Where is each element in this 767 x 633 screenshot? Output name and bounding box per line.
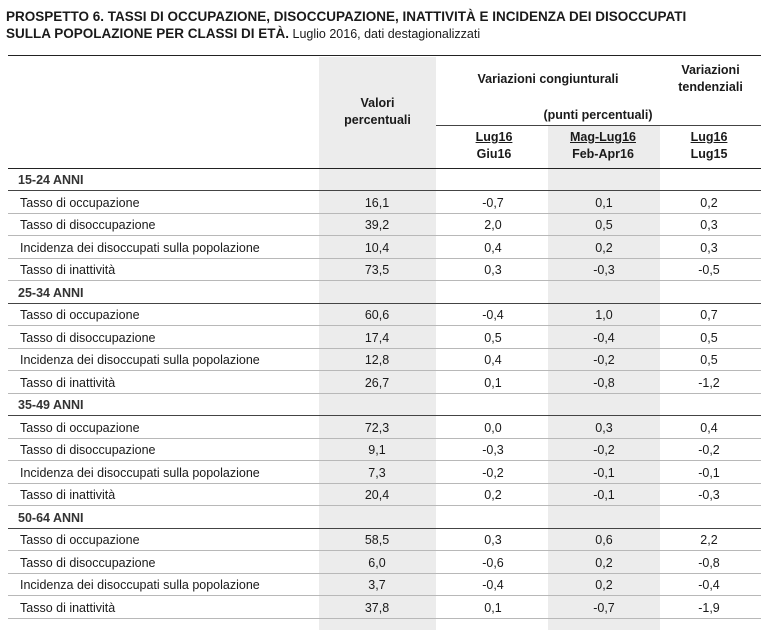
table-row [8, 552, 761, 574]
header-c2-top: Mag-Lug16 [570, 130, 636, 144]
cell-valori: 37,8 [364, 600, 390, 615]
cell-valori: 16,1 [364, 195, 390, 210]
row-label: Incidenza dei disoccupati sulla popolazione [20, 240, 260, 255]
cell-c1: -0,4 [482, 578, 504, 592]
header-col-lug16-giu16 [458, 129, 530, 163]
group-label: 25-34 ANNI [18, 285, 84, 300]
header-c1-bottom: Giu16 [476, 147, 512, 161]
cell-c2: 0,2 [595, 555, 613, 570]
cell-c1: -0,3 [482, 443, 504, 457]
cell-c2: -0,4 [593, 330, 615, 345]
cell-c1: 0,0 [484, 420, 502, 435]
row-label: Tasso di disoccupazione [20, 555, 156, 570]
header-subdivider [436, 125, 761, 126]
table-row [8, 259, 761, 281]
cell-c3: -1,2 [698, 375, 720, 390]
document-title [6, 8, 761, 43]
table-row [8, 372, 761, 394]
header-col-maglug16-febapr16 [553, 129, 653, 163]
row-rule [8, 618, 761, 619]
header-congiunturali: Variazioni congiunturali [477, 72, 619, 86]
cell-valori: 12,8 [364, 353, 390, 367]
row-label: Tasso di occupazione [20, 533, 140, 547]
header-tendenziali [660, 62, 761, 96]
cell-c2: 0,5 [595, 218, 613, 232]
table-top-rule [8, 55, 761, 56]
row-label: Tasso di inattività [20, 600, 116, 615]
row-label: Tasso di occupazione [20, 420, 140, 435]
table-row [8, 462, 761, 484]
group-label: 35-49 ANNI [18, 398, 84, 412]
table-row [8, 597, 761, 619]
header-valori-line1: Valori [360, 96, 395, 110]
cell-c1: -0,2 [482, 465, 504, 480]
cell-c3: 0,2 [700, 195, 718, 210]
cell-c2: -0,1 [593, 465, 615, 480]
table-row [8, 304, 761, 326]
cell-valori: 20,4 [364, 488, 390, 502]
header-tendenziali-line2: tendenziali [678, 80, 743, 94]
cell-c3: -0,8 [698, 555, 720, 570]
group-label: 50-64 ANNI [18, 510, 84, 525]
row-label: Tasso di occupazione [20, 195, 140, 210]
data-table [8, 55, 761, 630]
cell-valori: 6,0 [368, 555, 386, 570]
row-label: Tasso di inattività [20, 488, 116, 502]
cell-c3: -0,3 [698, 488, 720, 502]
group-header-row [8, 507, 761, 529]
table-row [8, 574, 761, 596]
table-row [8, 484, 761, 506]
cell-c2: 0,3 [595, 420, 613, 435]
title-line1: PROSPETTO 6. TASSI DI OCCUPAZIONE, DISOCCUPAZIONE, INATTIVITÀ E INCIDENZA DEI DISOCCUPATI [6, 9, 687, 24]
cell-c3: -0,2 [698, 443, 720, 457]
cell-c3: 0,4 [700, 420, 718, 435]
row-label: Tasso di occupazione [20, 308, 140, 322]
cell-c1: 0,4 [484, 240, 502, 255]
cell-c2: -0,7 [593, 600, 615, 615]
row-label: Tasso di disoccupazione [20, 330, 156, 345]
cell-c1: 0,2 [484, 488, 502, 502]
cell-valori: 17,4 [364, 330, 390, 345]
table-row [8, 214, 761, 236]
cell-c2: -0,1 [593, 488, 615, 502]
table-row [8, 349, 761, 371]
header-valori-line2: percentuali [344, 113, 411, 127]
cell-c1: -0,4 [482, 308, 504, 322]
cell-valori: 3,7 [368, 578, 386, 592]
group-header-row [8, 394, 761, 416]
cell-c2: 0,6 [595, 533, 613, 547]
cell-c2: 0,2 [595, 240, 613, 255]
cell-valori: 39,2 [364, 218, 390, 232]
header-punti-percentuali: (punti percentuali) [543, 108, 653, 122]
cell-c2: -0,8 [593, 375, 615, 390]
title-line2 [6, 25, 761, 43]
row-label: Tasso di disoccupazione [20, 443, 156, 457]
cell-c3: -0,5 [698, 263, 720, 277]
header-c3-bottom: Lug15 [690, 147, 728, 161]
cell-c3: -0,4 [698, 578, 720, 592]
header-c3-top: Lug16 [690, 130, 728, 144]
cell-c1: -0,6 [482, 555, 504, 570]
cell-valori: 58,5 [364, 533, 390, 547]
cell-valori: 72,3 [364, 420, 390, 435]
cell-c2: 0,2 [595, 578, 613, 592]
title-line2-subtitle: Luglio 2016, dati destagionalizzati [289, 27, 481, 41]
group-header-row [8, 282, 761, 304]
table-row [8, 529, 761, 551]
cell-c2: 1,0 [595, 308, 613, 322]
cell-valori: 7,3 [368, 465, 386, 480]
cell-c2: 0,1 [595, 195, 613, 210]
table-row [8, 327, 761, 349]
table-row [8, 439, 761, 461]
header-col-lug16-lug15 [673, 129, 745, 163]
table-row [8, 237, 761, 259]
header-c1-top: Lug16 [475, 130, 513, 144]
cell-c2: -0,3 [593, 263, 615, 277]
cell-valori: 60,6 [364, 308, 390, 322]
cell-valori: 26,7 [364, 375, 390, 390]
cell-c3: 2,2 [700, 533, 718, 547]
cell-c2: -0,2 [593, 443, 615, 457]
cell-c3: 0,3 [700, 218, 718, 232]
cell-c1: 0,1 [484, 375, 502, 390]
header-tendenziali-line1: Variazioni [681, 63, 740, 77]
row-label: Tasso di inattività [20, 263, 116, 277]
row-label: Incidenza dei disoccupati sulla popolazione [20, 578, 260, 592]
cell-valori: 9,1 [368, 443, 386, 457]
cell-c1: 0,1 [484, 600, 502, 615]
table-row [8, 192, 761, 214]
cell-c1: 0,3 [484, 263, 502, 277]
header-c2-bottom: Feb-Apr16 [572, 147, 634, 161]
cell-c1: 0,5 [484, 330, 502, 345]
cell-c3: 0,5 [700, 330, 718, 345]
cell-c1: -0,7 [482, 195, 504, 210]
cell-c1: 2,0 [484, 218, 502, 232]
cell-c2: -0,2 [593, 353, 615, 367]
cell-valori: 10,4 [364, 240, 390, 255]
cell-c3: -0,1 [698, 465, 720, 480]
group-header-row [8, 169, 761, 191]
cell-c3: -1,9 [698, 600, 720, 615]
cell-c1: 0,3 [484, 533, 502, 547]
row-label: Tasso di inattività [20, 375, 116, 390]
title-line2-bold: SULLA POPOLAZIONE PER CLASSI DI ETÀ. [6, 26, 290, 41]
table-row [8, 417, 761, 439]
row-label: Tasso di disoccupazione [20, 218, 156, 232]
cell-c1: 0,4 [484, 353, 502, 367]
row-label: Incidenza dei disoccupati sulla popolazione [20, 465, 260, 480]
row-label: Incidenza dei disoccupati sulla popolazione [20, 353, 260, 367]
cell-c3: 0,3 [700, 240, 718, 255]
group-label: 15-24 ANNI [18, 173, 84, 187]
cell-c3: 0,5 [700, 353, 718, 367]
cell-c3: 0,7 [700, 308, 718, 322]
cell-valori: 73,5 [364, 263, 390, 277]
header-valori [319, 95, 436, 129]
